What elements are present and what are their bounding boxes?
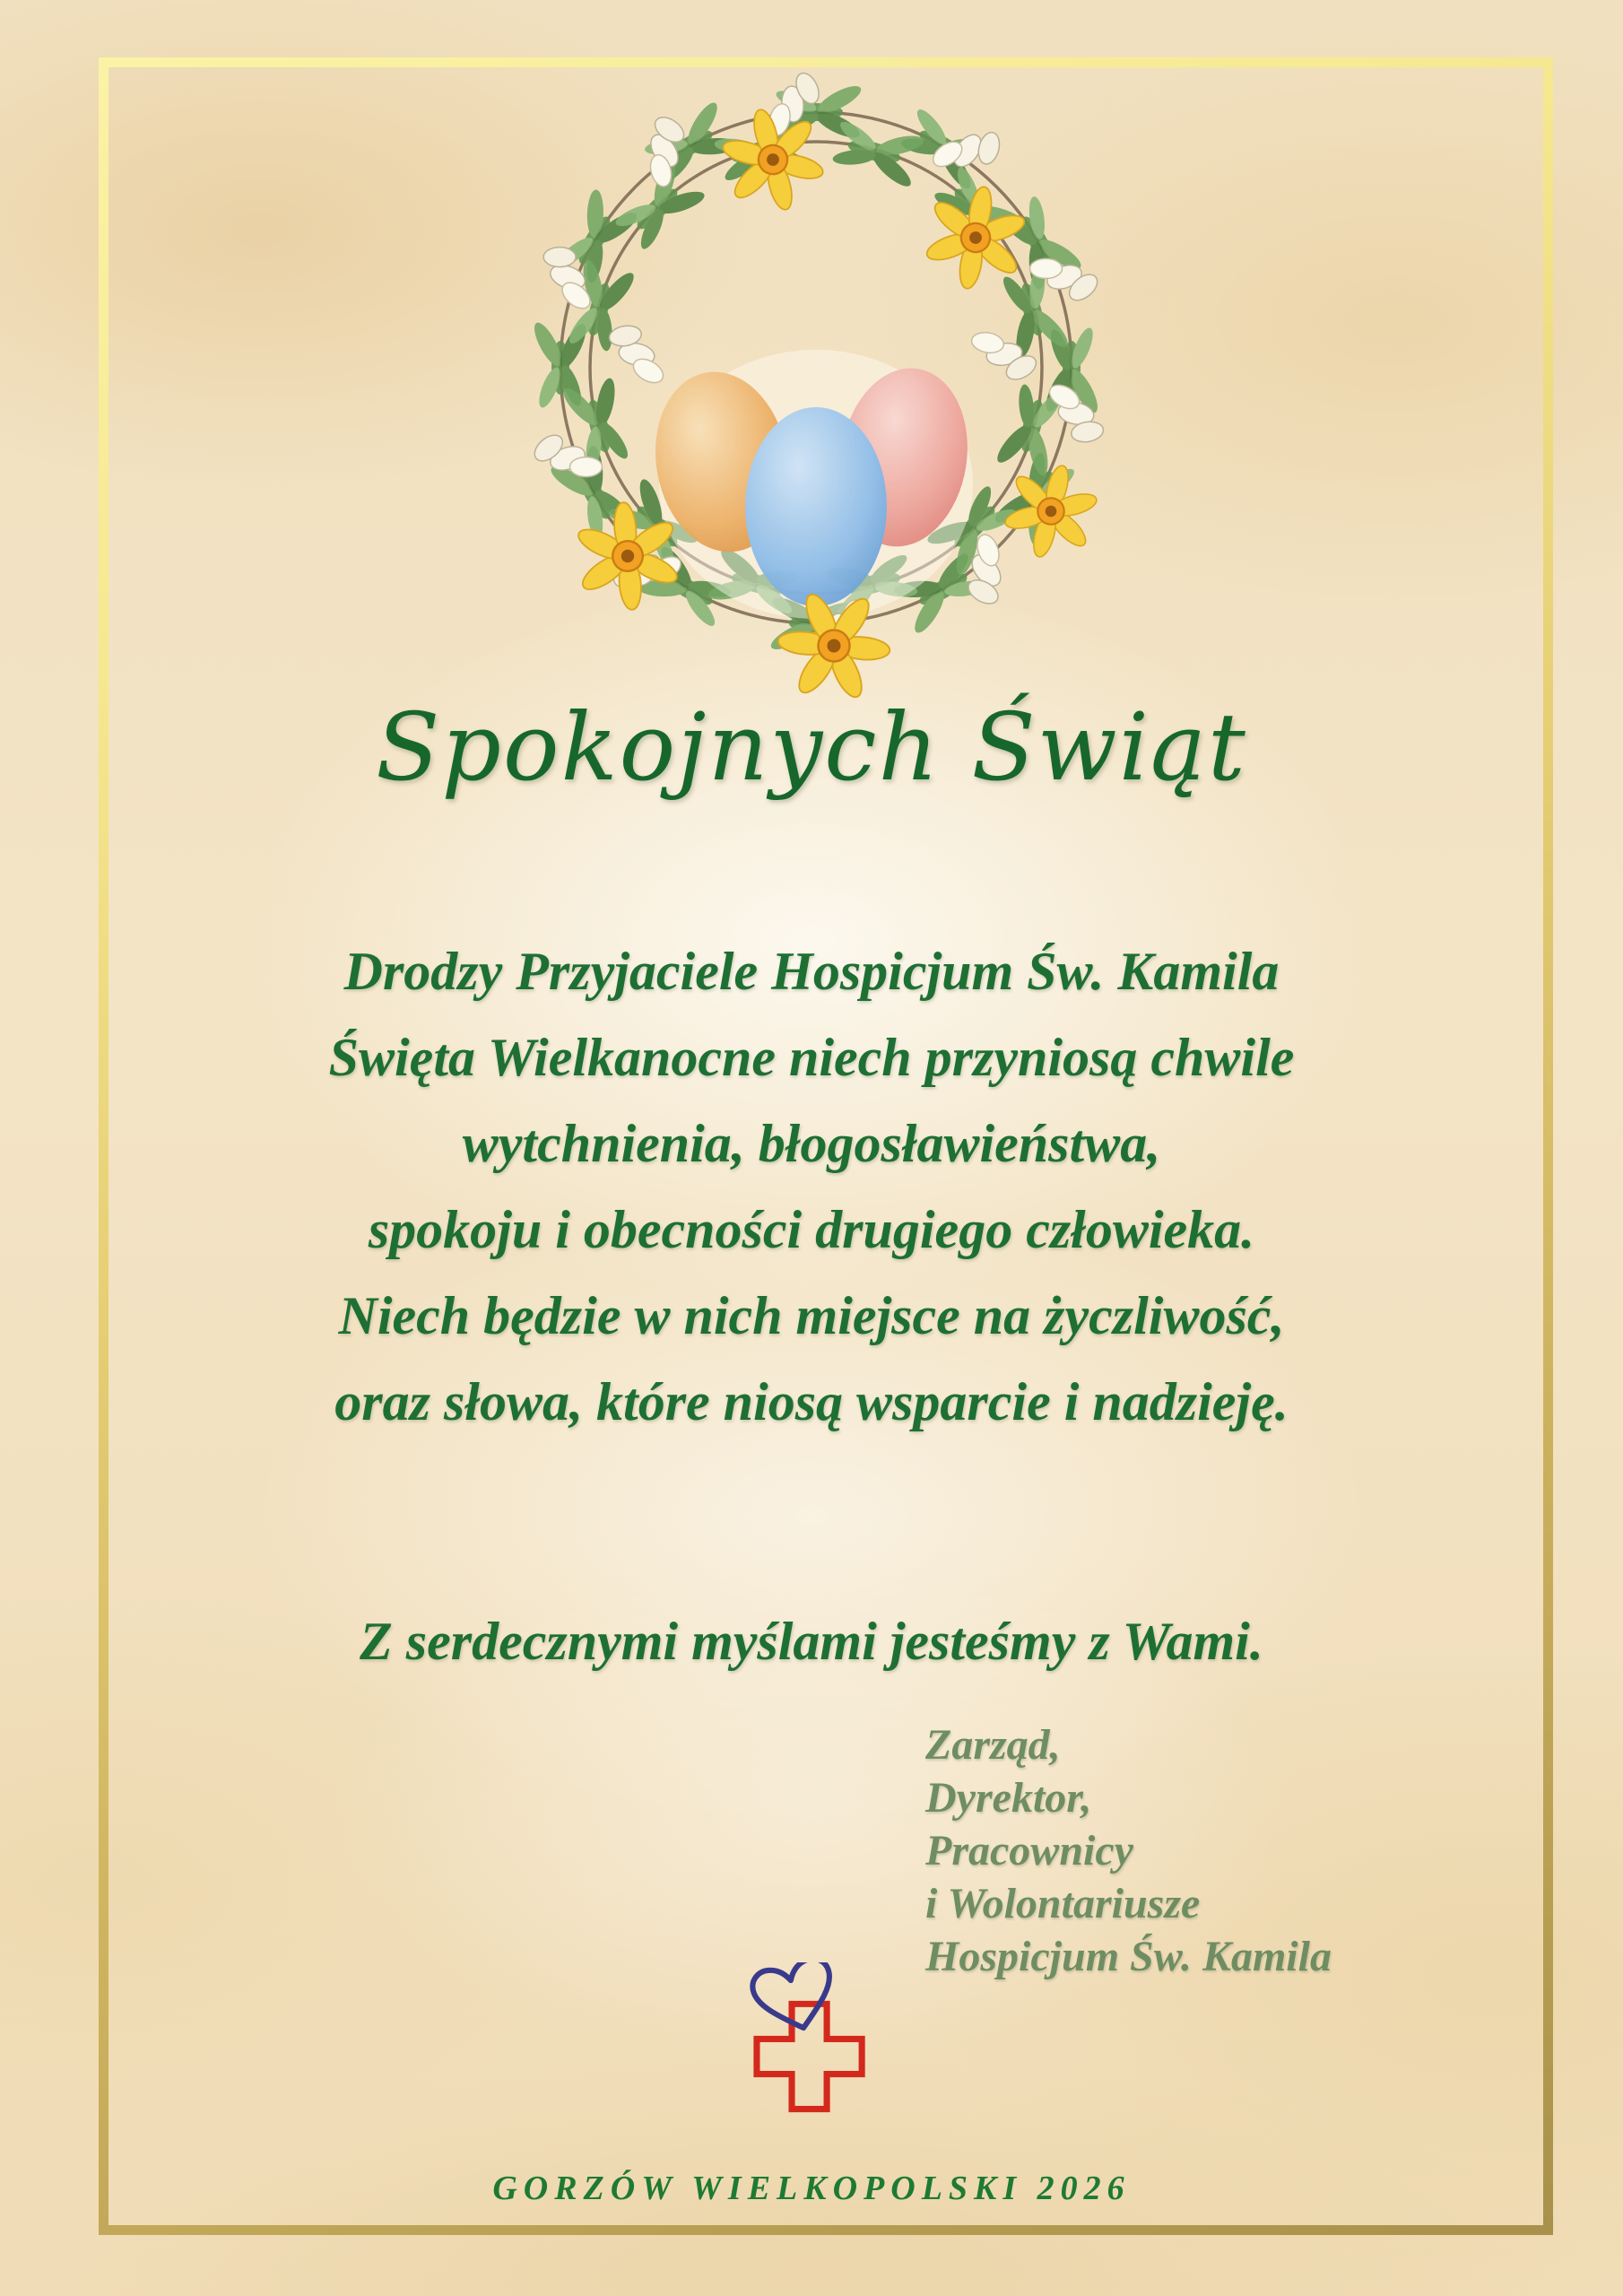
greeting-line-2: Święta Wielkanocne niech przyniosą chwile <box>328 1028 1295 1087</box>
closing-line: Z serdecznymi myślami jesteśmy z Wami. <box>360 1612 1263 1671</box>
greeting-line-5: Niech będzie w nich miejsce na życzliwość, <box>338 1286 1285 1345</box>
signature-line-2: Dyrektor, <box>925 1774 1092 1822</box>
hospice-heart-cross-logo <box>728 1962 891 2122</box>
signature-line-4: i Wolontariusze <box>925 1880 1201 1927</box>
egg-blue <box>745 407 887 606</box>
greeting-line-1: Drodzy Przyjaciele Hospicjum Św. Kamila <box>343 942 1280 1001</box>
signature-line-1: Zarząd, <box>925 1721 1061 1769</box>
signature-line-5: Hospicjum Św. Kamila <box>925 1933 1332 1980</box>
greeting-text <box>0 928 1623 1445</box>
signature-block <box>925 1718 1332 1983</box>
greeting-line-4: spokoju i obecności drugiego człowieka. <box>368 1200 1255 1259</box>
greeting-line-6: oraz słowa, które niosą wsparcie i nadzieję. <box>334 1372 1289 1431</box>
greeting-line-3: wytchnienia, błogosławieństwa, <box>462 1114 1161 1173</box>
footer-city-year: GORZÓW WIELKOPOLSKI 2026 <box>492 2170 1131 2207</box>
signature-line-3: Pracownicy <box>925 1827 1133 1874</box>
easter-wreath-illustration <box>502 72 1139 704</box>
card-title: Spokojnych Świąt <box>376 692 1247 802</box>
